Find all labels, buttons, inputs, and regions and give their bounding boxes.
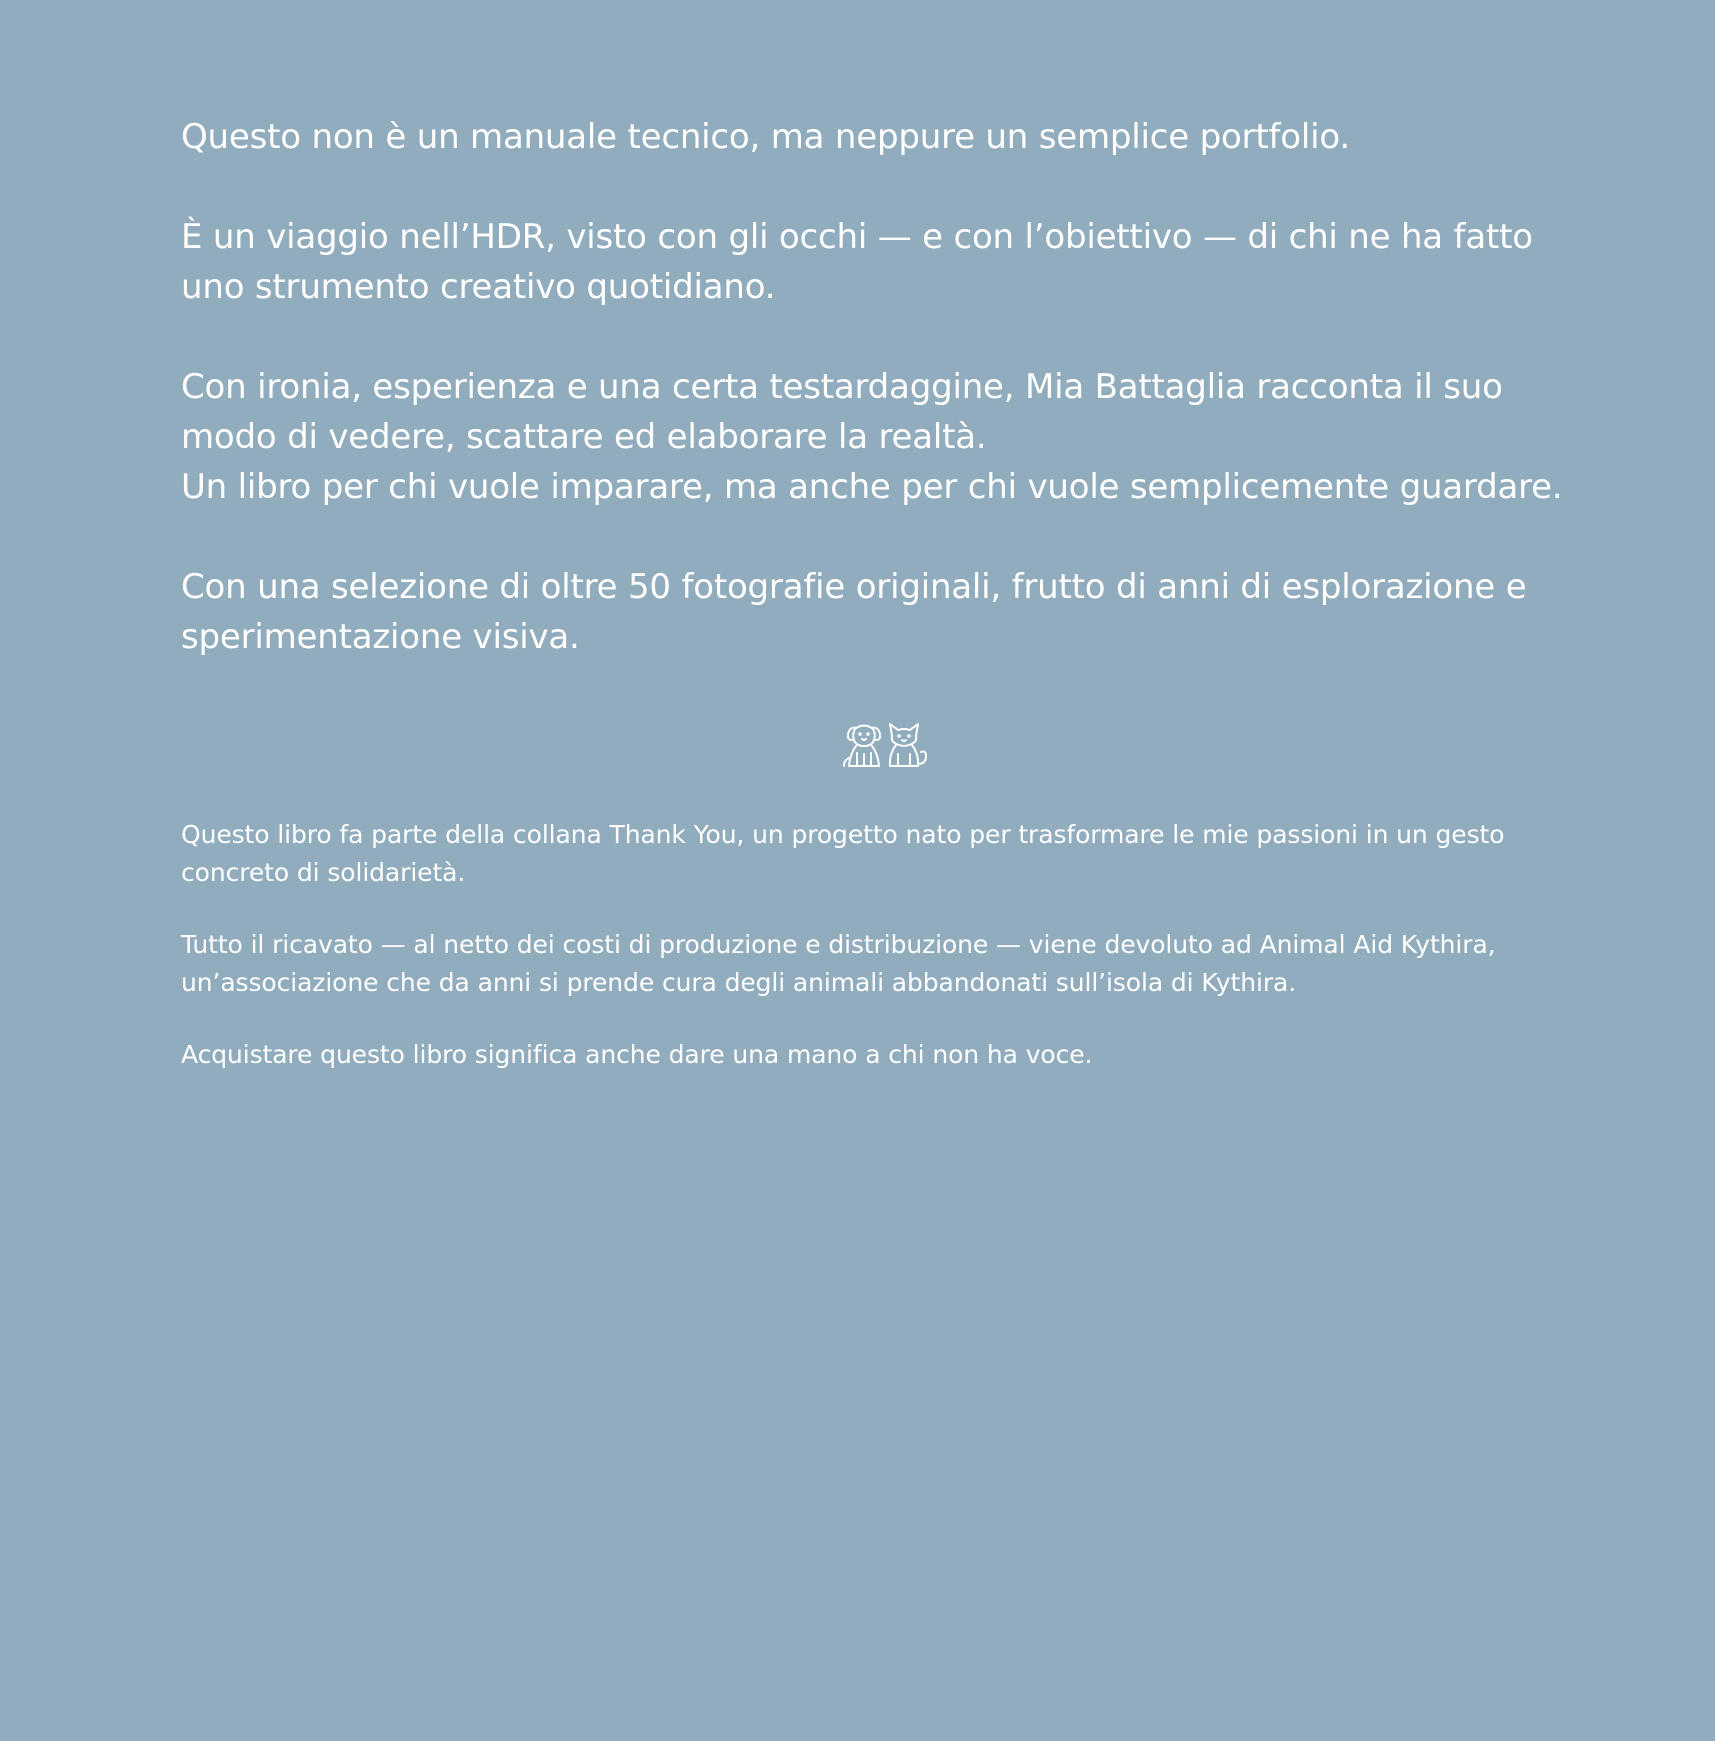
divider-icon-wrap <box>181 720 1571 770</box>
dog-and-cat-icon <box>842 720 928 770</box>
charity-section <box>181 816 1571 1074</box>
back-cover-text <box>181 112 1571 1108</box>
intro-section <box>181 112 1571 662</box>
charity-paragraph-1: Questo libro fa parte della collana Thank You, un progetto nato per trasformare le mie passioni in un gesto concreto di solidarietà. <box>181 820 1505 887</box>
intro-paragraph-3b: Un libro per chi vuole imparare, ma anche per chi vuole semplicemente guardare. <box>181 467 1563 507</box>
intro-paragraph-4: Con una selezione di oltre 50 fotografie originali, frutto di anni di esplorazione e sperimentazione visiva. <box>181 567 1527 657</box>
charity-paragraph-2: Tutto il ricavato — al netto dei costi di produzione e distribuzione — viene devoluto ad Animal Aid Kythira, un’associazione che da anni si prende cura degli animali abbandonati sull’isola di Kythira. <box>181 930 1496 997</box>
charity-paragraph-3: Acquistare questo libro significa anche dare una mano a chi non ha voce. <box>181 1040 1093 1069</box>
intro-paragraph-2: È un viaggio nell’HDR, visto con gli occhi — e con l’obiettivo — di chi ne ha fatto uno strumento creativo quotidiano. <box>181 217 1533 307</box>
intro-paragraph-1: Questo non è un manuale tecnico, ma neppure un semplice portfolio. <box>181 117 1350 157</box>
intro-paragraph-3a: Con ironia, esperienza e una certa testardaggine, Mia Battaglia racconta il suo modo di vedere, scattare ed elaborare la realtà. <box>181 367 1503 457</box>
